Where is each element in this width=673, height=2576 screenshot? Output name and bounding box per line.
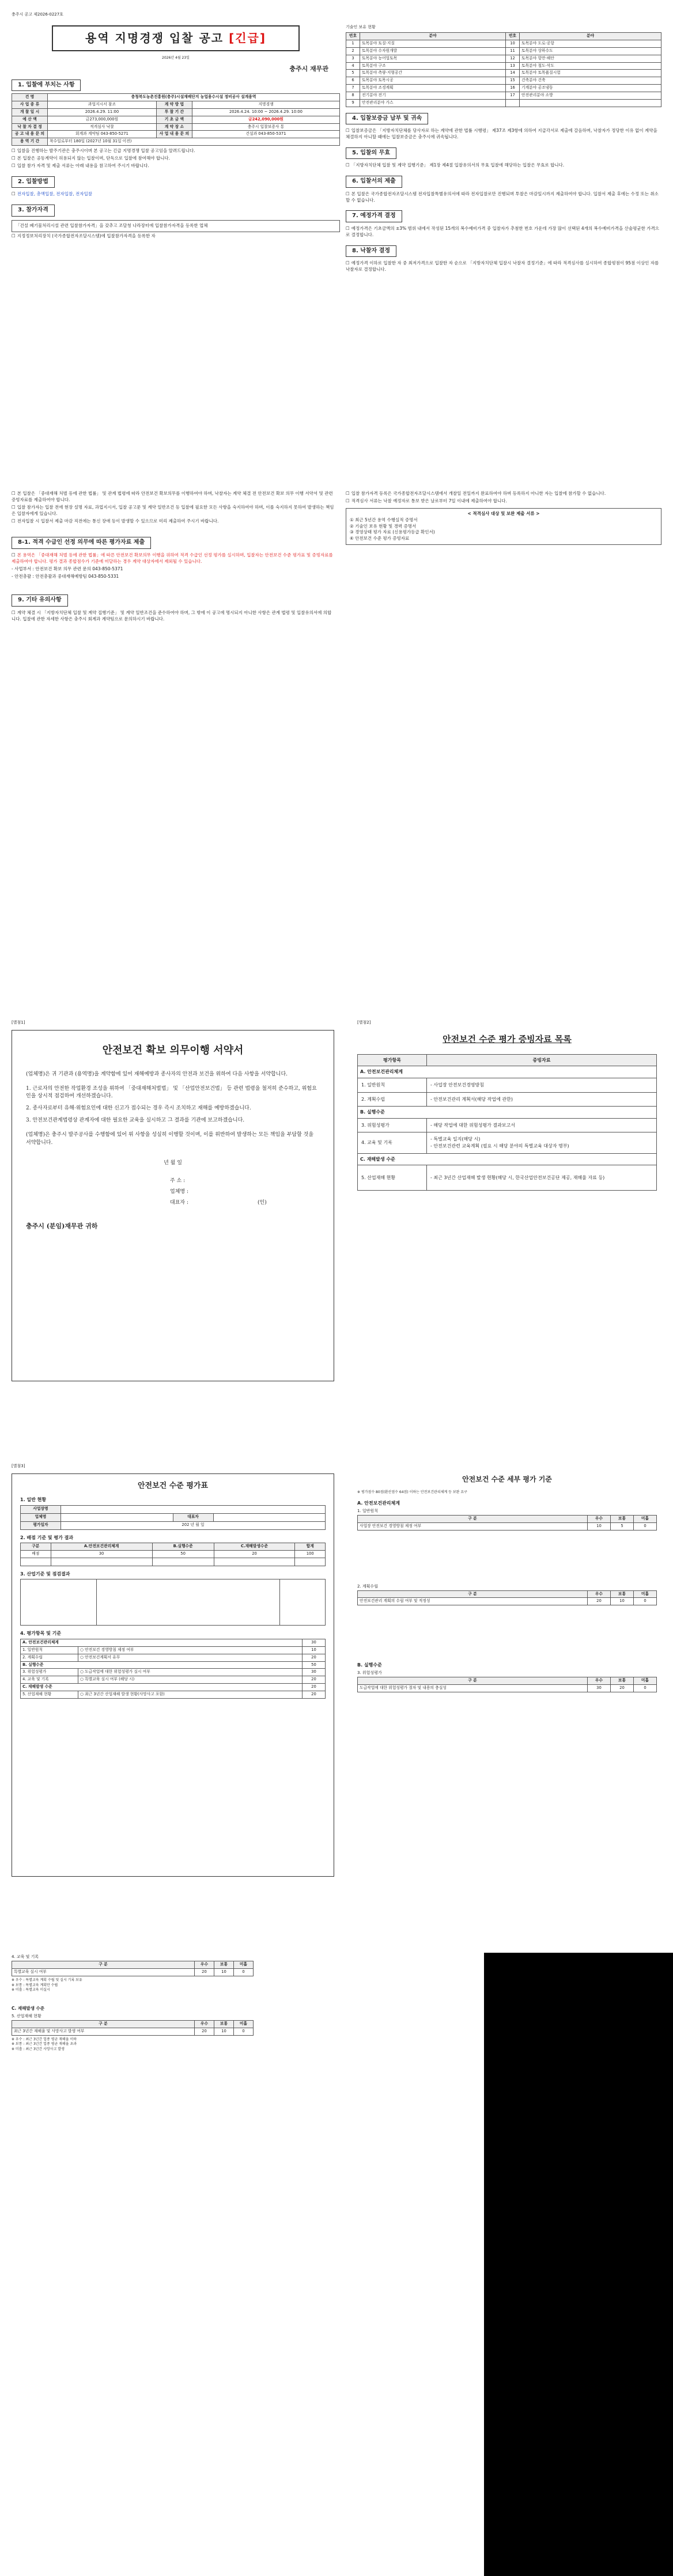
score-sheet-page (12, 1463, 334, 1889)
table-row: 최근 3년간 재해율 및 사망사고 발생 여부 20 10 0 (12, 2028, 254, 2035)
checkbox-icon: ☐ (346, 225, 350, 231)
table-row: 3 토목분야 농어업토목 12 토목분야 항만·해안 (346, 55, 661, 62)
table-row: 1 토목분야 토질·지질 10 토목분야 도로·공항 (346, 40, 661, 47)
table-row: 건 명 충청북도농촌진흥원(충주)시설재배단지 농업용수시설 정비공사 설계용역 (12, 94, 340, 101)
list-item: ③ 경영상태 평가 자료 (신용평가등급 확인서) (350, 529, 435, 535)
score-table (20, 1543, 326, 1566)
checkbox-icon: ☐ (12, 518, 16, 524)
table-row: 4 토목분야 구조 13 토목분야 철도·삭도 (346, 62, 661, 70)
inspection-table (20, 1579, 326, 1626)
notice-page-right: 기술인 보유 현황 번호 분야 번호 분야 1 토목분야 토질·지질 10 토목분야 도로·공항 2 토목분야 수자원개발 11 토목분야 상하수도 3 토목분야 농어업토목 12 토목분야 항만·해안 4 토목분야 구조 13 토목분야 철도·삭도 5 토목분야 측량·지형공간 14 토목분야 토목품질시험 6 토목분야 토목시공 15 건축분야 건축 7 토목분야 조경계획 16 기계분야 공조냉동 8 전기분야 전기 17 안전관리분야 소방 9 안전관리분야 가스 4. 입찰보증금 납부 및 귀속 ☐ 입찰보증금은 「지방자치단체를 당사자로 하는 계약에 관한 법률 시행령」 제37조 제3항에 의하여 지급각서로 제출에 갈음하며, 낙찰자가 정당한 이유 없이 계약을 체결하지 아니할 때에는 입찰보증금은 충주시에 귀속됩니다. 5. 입찰의 무효 ☐ 「지방자치단체 입찰 및 계약 집행기준」 제1장 제4절 입찰유의서의 무효 입찰에 해당하는 입찰은 무효로 합니다. 6. 입찰서의 제출 ☐ 본 입찰은 국가종합전자조달시스템 전자입찰특별유의서에 따라 전자입찰로만 진행되며 투찰은 마감일시까지 제출하여야 합니다. 입찰서 제출 후에는 수정 또는 취소할 수 없습니다. 7. 예정가격 결정 ☐ 예정가격은 기초금액의 ±3% 범위 내에서 작성된 15개의 복수예비가격 중 입찰자가 추첨한 번호 가운데 가장 많이 선택된 4개의 복수예비가격을 산술평균한 가격으로 결정합니다. 8. 낙찰자 결정 ☐ 예정가격 이하로 입찰한 자 중 최저가격으로 입찰한 자 순으로 「지방자치단체 입찰시 낙찰자 결정기준」에 따라 적격심사를 실시하여 종합평점이 95점 이상인 자를 낙찰자로 결정합니다. (346, 23, 661, 438)
table-row: 구 분 우수 보통 미흡 (358, 1590, 657, 1598)
table-row: 구 분 우수 보통 미흡 (12, 1961, 254, 1969)
bid-info-table (12, 93, 340, 146)
evidence-table (357, 1054, 657, 1191)
table-row: 2. 계획수립 ○ 안전보건계획서 유무 20 (21, 1654, 326, 1661)
table-row: 1. 일반원칙 ○ 안전보건 경영방침 제정 여부 10 (21, 1646, 326, 1654)
table-row: 2 토목분야 수자원개발 11 토목분야 상하수도 (346, 47, 661, 55)
notice-title: 용역 지명경쟁 입찰 공고 (85, 31, 224, 46)
notice-page-left: 충주시 공고 제2026-0227호 용역 지명경쟁 입찰 공고 [긴급] 2026년 4월 23일 충주시 재무관 1. 입찰에 부치는 사항 건 명 충청북도농촌진흥원(충주)시설재배단지 농업용수시설 정비공사 설계용역 사 업 종 류 과업지시서 참조 계 약 방 법 지명경쟁 개 찰 일 시 2026.4.29. 11:00 투 찰 기 간 2026.4.24. 10:00 ~ 2026.4.29. 10:00 예 산 액 금273,000,000원 기 초 금 액 금242,090,000원 낙 찰 자 결 정 적격심사 낙찰 계 약 장 소 충주시 입찰보증사 통 공 고 내 용 문 의 회계과 계약팀 043-850-5271 사 업 내 용 문 의 건설과 043-850-5371 용 역 기 간 착수일로부터 180일 (2027년 10월 31일 이전) ☐ 입찰을 진행하는 발주기관은 충주시이며 본 공고는 긴급 지명경쟁 입찰 공고임을 알려드립니다. ☐ 본 입찰은 공동계약이 허용되지 않는 입찰이며, 단독으로 입찰에 참여해야 합니다. ☐ 입찰 참가 자격 및 제출 서류는 아래 내용을 참고하여 주시기 바랍니다. 2. 입찰방법 ☐ 전자입찰, 총액입찰, 전자입찰, 전자입찰 3. 참가자격 「건설 폐기물처리시설 관련 입찰참가자격」을 갖추고 조달청 나라장터에 입찰참가자격을 등록한 업체 ☐ 지정정보처리장치 (국가종합전자조달시스템)에 입찰참가자격을 등록한 자 (12, 12, 340, 645)
evidence-list-title: 안전보건 수준 평가 증빙자료 목록 (443, 1034, 572, 1045)
table-row: 평가항목 증빙자료 (358, 1054, 657, 1066)
table-row: 도급작업에 대한 위험성평가 절차 및 내용의 충실성 30 20 0 (358, 1684, 657, 1692)
section-1-title: 1. 입찰에 부치는 사항 (12, 79, 81, 92)
checkbox-icon: ☐ (346, 491, 350, 496)
table-row: 구 분 우수 보통 미흡 (12, 2020, 254, 2028)
checkbox-icon: ☐ (346, 162, 350, 168)
checkbox-icon: ☐ (12, 191, 16, 197)
table-row: 공 고 내 용 문 의 회계과 계약팀 043-850-5271 사 업 내 용 문 의 건설과 043-850-5371 (12, 131, 340, 138)
section-6-title: 6. 입찰서의 제출 (346, 176, 402, 188)
attachment-label: [별첨3] (12, 1464, 25, 1468)
contact-line: - 안전총괄 : 안전총괄과 중대재해예방팀 043-850-5331 (12, 573, 119, 579)
criteria-box (346, 508, 661, 545)
table-row: 사 업 종 류 과업지시서 참조 계 약 방 법 지명경쟁 (12, 101, 340, 109)
checkbox-icon: ☐ (346, 128, 350, 134)
section-5-title: 5. 입찰의 무효 (346, 147, 396, 160)
table-row: 7 토목분야 조경계획 16 기계분야 공조냉동 (346, 85, 661, 92)
notice-date: 2026년 4월 23일 (162, 56, 190, 60)
attachment-label: [별첨2] (357, 1020, 371, 1025)
score-sheet-form (12, 1473, 334, 1877)
table-row: C. 재해발생 수준 20 (21, 1684, 326, 1691)
seal-mark: (인) (257, 1199, 267, 1206)
notice-page-lower-right: ☐ 입찰 참가자격 등록은 국가종합전자조달시스템에서 개찰일 전일까지 완료하여야 하며 등록하지 아니한 자는 입찰에 참가할 수 없습니다. ☐ 적격심사 서류는 낙찰 예정자로 통보 받은 날로부터 7일 이내에 제출하여야 합니다. < 적격심사 대상 및 보완 제출 서류 > ① 최근 5년간 용역 수행실적 증명서 ② 기술인 보유 현황 및 경력 증명서 ③ 경영상태 평가 자료 (신용평가등급 확인서) ④ 안전보건 수준 평가 증빙자료 (346, 490, 661, 720)
pledge-date: 년 월 일 (164, 1160, 182, 1166)
list-item: ① 최근 5년간 용역 수행실적 증명서 (350, 517, 418, 522)
pledge-title: 안전보건 확보 의무이행 서약서 (102, 1044, 244, 1057)
criteria-table-4 (12, 1961, 254, 1976)
table-row: 예 산 액 금273,000,000원 기 초 금 액 금242,090,000원 (12, 116, 340, 123)
company-label: 업체명 : (170, 1188, 188, 1195)
qualification-box: 「건설 폐기물처리시설 관련 입찰참가자격」을 갖추고 조달청 나라장터에 입찰참가자격을 등록한 업체 (12, 220, 340, 232)
checkbox-icon: ☐ (12, 609, 16, 615)
table-row: B. 실행수준 50 (21, 1661, 326, 1669)
checkbox-icon: ☐ (12, 504, 16, 510)
table-row: 4. 교육 및 기록 - 특별교육 일지(해당 시) - 안전보건관련 교육계획 (필요 시 해당 분야의 특별교육 대상자 명부) (358, 1132, 657, 1153)
criteria-table-1 (357, 1515, 657, 1531)
section-1-notes: ☐ 입찰을 진행하는 발주기관은 충주시이며 본 공고는 긴급 지명경쟁 입찰 공고임을 알려드립니다. ☐ 본 입찰은 공동계약이 허용되지 않는 입찰이며, 단독으로 입찰에 참여해야 합니다. ☐ 입찰 참가 자격 및 제출 서류는 아래 내용을 참고하여 주시기 바랍니다. (12, 148, 195, 168)
table-row: 배점 30 50 20 100 (21, 1551, 326, 1558)
ceo-label: 대표자 : (170, 1199, 188, 1206)
table-row: 구 분 우수 보통 미흡 (358, 1677, 657, 1685)
table-row: 용 역 기 간 착수일로부터 180일 (2027년 10월 31일 이전) (12, 138, 340, 146)
list-item: ② 기술인 보유 현황 및 경력 증명서 (350, 523, 417, 529)
section-8-1-title: 8-1. 적격 수급인 선정 의무에 따른 평가자료 제출 (12, 537, 151, 549)
checkbox-icon: ☐ (12, 233, 16, 238)
criteria-table-2 (357, 1590, 657, 1606)
table-row: 5 토목분야 측량·지형공간 14 토목분야 토목품질시험 (346, 70, 661, 77)
table-row: 3. 위험성평가 ○ 도급작업에 대한 위험성평가 실시 여부 30 (21, 1669, 326, 1676)
table-row: 4. 교육 및 기록 ○ 특별교육 실시 여부 (해당 시) 20 (21, 1676, 326, 1684)
general-info-table (20, 1505, 326, 1530)
notice-number: 충주시 공고 제2026-0227호 (12, 12, 63, 17)
attachment-label: [별첨1] (12, 1020, 25, 1025)
table-row: B. 실행수준 (358, 1107, 657, 1119)
checkbox-icon: ☐ (12, 156, 16, 161)
section-3-title: 3. 참가자격 (12, 204, 55, 217)
section-4-title: 4. 입찰보증금 납부 및 귀속 (346, 113, 428, 125)
table-row: 개 찰 일 시 2026.4.29. 11:00 투 찰 기 간 2026.4.24. 10:00 ~ 2026.4.29. 10:00 (12, 108, 340, 116)
notice-title-bar (52, 25, 300, 51)
table-row (21, 1579, 326, 1626)
table-row: 1. 일반원칙 - 사업장 안전보건경영방침 (358, 1078, 657, 1093)
criteria-page: 안전보건 수준 세부 평가 기준 ※ 평가점수 80점(환산점수 64점) 이하는 안전보건관리체계 등 보완 요구 A. 안전보건관리체계 1. 일반원칙 구 분 우수 보통 미흡 사업장 안전보건 경영방침 제정 여부 10 5 0 2. 계획수립 구 분 우수 보통 미흡 안전보건관리 계획의 수립 여부 및 적정성 20 10 0 B. 실행수준 3. 위험성평가 구 분 우수 보통 미흡 도급작업에 대한 위험성평가 절차 및 내용의 충실성 30 20 0 (357, 1475, 657, 1889)
table-row: 사업장 안전보건 경영방침 제정 여부 10 5 0 (358, 1522, 657, 1530)
evidence-list-page (357, 1020, 657, 1342)
notice-page-lower-left: ☐ 본 입찰은 「중대재해 처벌 등에 관한 법률」 및 관계 법령에 따라 안전보건 확보의무를 이행하여야 하며, 낙찰자는 계약 체결 전 안전보건 확보 의무 이행 서약서 및 관련 증빙자료를 제출하여야 합니다. ☐ 입찰 참가자는 입찰 전에 현장 설명 자료, 과업지시서, 입찰 공고문 및 계약 일반조건 등 입찰에 필요한 모든 사항을 숙지하여야 하며, 이를 숙지하지 못하여 발생하는 책임은 입찰자에게 있습니다. ☐ 전자입찰 시 입찰서 제출 마감 직전에는 통신 장애 등이 발생할 수 있으므로 미리 제출하여 주시기 바랍니다. 8-1. 적격 수급인 선정 의무에 따른 평가자료 제출 ☐ 본 용역은 「중대재해 처벌 등에 관한 법률」에 따른 안전보건 확보의무 이행을 위하여 적격 수급인 선정 평가를 실시하며, 입찰자는 안전보건 수준 평가표 및 증빙자료를 제출하여야 합니다. 평가 결과 종합점수가 기준에 미달하는 경우 계약 대상자에서 제외될 수 있습니다. - 사업부서 : 안전보건 확보 의무 관련 문의 043-850-5371 - 안전총괄 : 안전총괄과 중대재해예방팀 043-850-5331 9. 기타 유의사항 ☐ 계약 체결 시 「지방자치단체 입찰 및 계약 집행기준」 및 계약 일반조건을 준수하여야 하며, 그 밖에 이 공고에 명시되지 아니한 사항은 관계 법령 및 입찰유의서에 의합니다. 입찰에 관한 자세한 사항은 충주시 회계과 계약팀으로 문의하시기 바랍니다. (12, 490, 334, 950)
table-row (21, 1558, 326, 1566)
table-row: A. 안전보건관리체계 (358, 1066, 657, 1078)
section-label: 2. 배점 기준 및 평가 결과 (20, 1535, 74, 1540)
table-row: 8 전기분야 전기 17 안전관리분야 소방 (346, 92, 661, 99)
table-row: 특별교육 실시 여부 20 10 0 (12, 1968, 254, 1976)
checkbox-icon: ☐ (12, 148, 16, 154)
table-row: 3. 위험성평가 - 해당 작업에 대한 위험성평가 결과보고서 (358, 1118, 657, 1132)
section-8-title: 8. 낙찰자 결정 (346, 245, 396, 257)
score-sheet-title: 안전보건 수준 평가표 (137, 1482, 209, 1491)
list-item: ④ 안전보건 수준 평가 증빙자료 (350, 536, 410, 541)
criteria-continued-page: 4. 교육 및 기록 구 분 우수 보통 미흡 특별교육 실시 여부 20 10 0 ※ 우수 : 특별교육 계획 수립 및 실시 기록 보유 ※ 보통 : 특별교육 계획만 수립 ※ 미흡 : 특별교육 미실시 C. 재해발생 수준 5. 산업재해 현황 구 분 우수 보통 미흡 최근 3년간 재해율 및 사망사고 발생 여부 20 10 0 ※ 우수 : 최근 3년간 업종 평균 재해율 이하 ※ 보통 : 최근 3년간 업종 평균 재해율 초과 ※ 미흡 : 최근 3년간 사망사고 발생 (12, 1953, 461, 2563)
table-row: 6 토목분야 토목시공 15 건축분야 건축 (346, 77, 661, 85)
criteria-table-5 (12, 2020, 254, 2036)
table-row: C. 재해발생 수준 (358, 1153, 657, 1165)
table-row: A. 안전보건관리체계 30 (21, 1639, 326, 1647)
section-2-title: 2. 입찰방법 (12, 176, 55, 188)
dark-background-block (484, 1953, 673, 2576)
checkbox-icon: ☐ (12, 491, 16, 496)
address-label: 주 소 : (170, 1177, 186, 1184)
table-row: 2. 계획수립 - 안전보건관리 계획서(해당 작업에 관한) (358, 1092, 657, 1107)
table-row: 구 분 우수 보통 미흡 (358, 1515, 657, 1522)
criteria-title: 안전보건 수준 세부 평가 기준 (462, 1475, 552, 1483)
table-row: 평가일자 202 년 월 일 (21, 1521, 326, 1529)
section-label: 1. 일반 현황 (20, 1497, 47, 1502)
criteria-table-3 (357, 1677, 657, 1692)
pledge-recipient: 충주시 (분임)재무관 귀하 (26, 1222, 98, 1230)
table-row: 구분 A.안전보건관리체계 B.실행수준 C.재해발생수준 합계 (21, 1543, 326, 1551)
tech-staff-label: 기술인 보유 현황 (346, 25, 376, 29)
pledge-page (12, 1020, 334, 1394)
checkbox-icon: ☐ (346, 191, 350, 196)
table-row: 사업장명 (21, 1505, 326, 1513)
checkbox-icon: ☐ (12, 162, 16, 168)
checkbox-icon: ☐ (12, 552, 16, 558)
section-7-title: 7. 예정가격 결정 (346, 210, 402, 222)
urgent-label: [긴급] (229, 31, 266, 46)
issuer: 충주시 재무관 (289, 65, 328, 73)
section-9-title: 9. 기타 유의사항 (12, 594, 68, 607)
tech-staff-table (346, 32, 661, 107)
criteria-box-title: < 적격심사 대상 및 보완 제출 서류 > (467, 510, 540, 516)
contact-line: - 사업부서 : 안전보건 확보 의무 관련 문의 043-850-5371 (12, 566, 123, 571)
checkbox-icon: ☐ (346, 498, 350, 503)
pledge-form: 안전보건 확보 의무이행 서약서 (업체명)은 귀 기관과 (용역명)을 계약함에 있어 재해예방과 종사자의 안전과 보건을 위하여 다음 사항을 서약합니다. 1. 근로자의 안전한 작업환경 조성을 위하여 「중대재해처벌법」 및 「산업안전보건법」 등 관련 법령을 철저히 준수하고, 위험요인을 상시적 점검하여 개선하겠습니다. 2. 종사자로부터 유해·위험요인에 대한 신고가 접수되는 경우 즉시 조치하고 재해를 예방하겠습니다. 3. 안전보건관계법령상 관계자에 대한 필요한 교육을 실시하고 그 결과를 기관에 보고하겠습니다. (업체명)은 충주시 발주공사를 수행함에 있어 위 사항을 성실히 이행할 것이며, 이를 위반하여 발생하는 모든 책임을 부담할 것을 서약합니다. 년 월 일 주 소 : 업체명 : 대표자 : (인) 충주시 (분임)재무관 귀하 (12, 1030, 334, 1381)
table-row: 낙 찰 자 결 정 적격심사 낙찰 계 약 장 소 충주시 입찰보증사 통 (12, 123, 340, 131)
table-row: 안전보건관리 계획의 수립 여부 및 적정성 20 10 0 (358, 1598, 657, 1605)
table-row: 9 안전관리분야 가스 (346, 99, 661, 107)
table-row: 5. 산업재해 현황 - 최근 3년간 산업재해 발생 현황(해당 시, 한국산업안전보건공단 제공, 재해율 자료 등) (358, 1165, 657, 1191)
eval-table (20, 1639, 326, 1699)
section-label: 4. 평가항목 및 기준 (20, 1631, 62, 1636)
section-label: 3. 산업기준 및 점검결과 (20, 1571, 70, 1577)
bid-method: 전자입찰, 총액입찰, 전자입찰, 전자입찰 (17, 191, 92, 197)
checkbox-icon: ☐ (346, 260, 350, 266)
table-row: 업체명 대표자 (21, 1513, 326, 1521)
table-row: 번호 분야 번호 분야 (346, 33, 661, 40)
table-row: 5. 산업재해 현황 ○ 최근 3년간 산업재해 발생 현황(사망사고 포함) 20 (21, 1691, 326, 1698)
